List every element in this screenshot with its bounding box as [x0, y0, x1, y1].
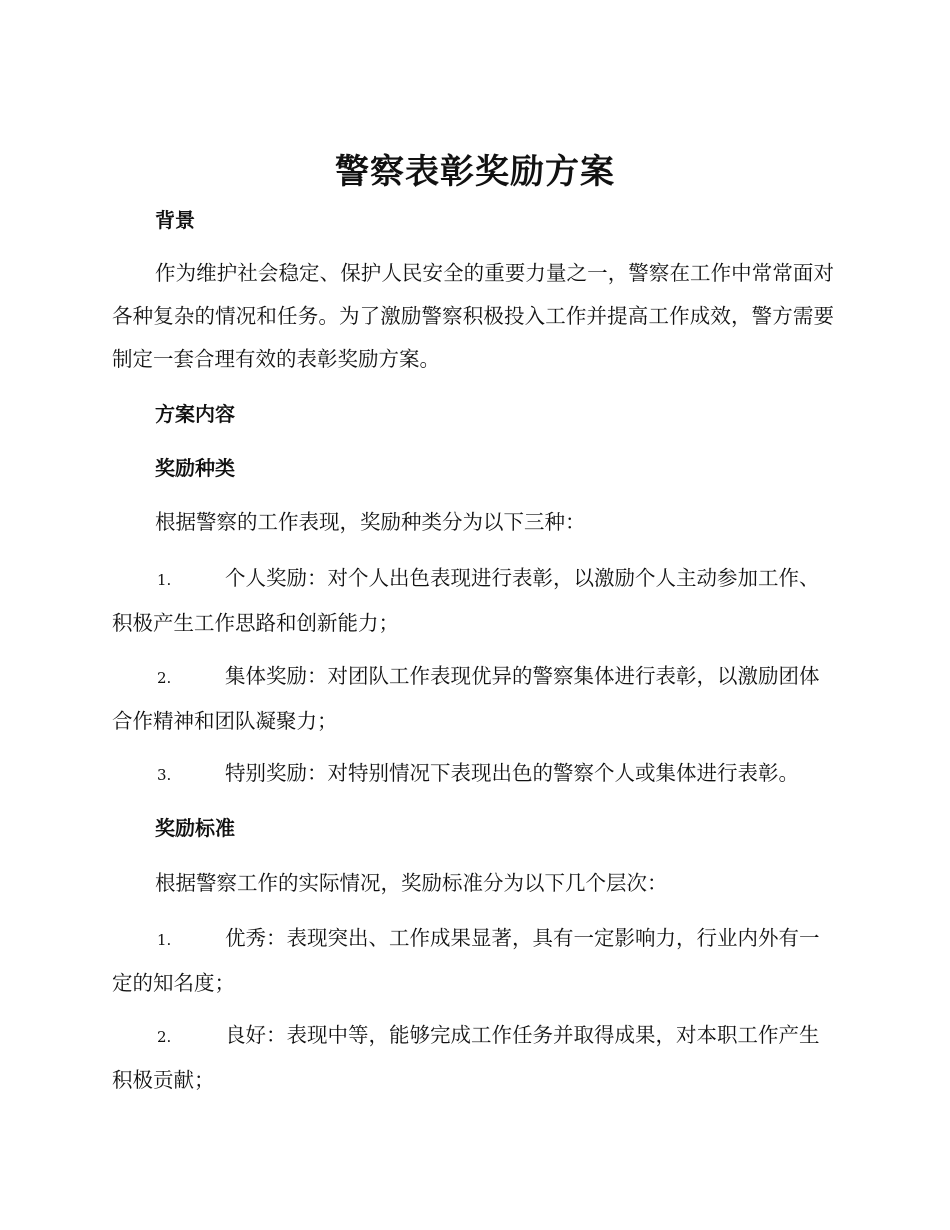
list-number: 3. — [157, 766, 172, 784]
list-item-text: 优秀：表现突出、工作成果显著，具有一定影响力，行业内外有一定的知名度； — [112, 926, 820, 995]
document-title: 警察表彰奖励方案 — [335, 152, 615, 192]
award-type-item — [112, 557, 834, 645]
award-type-item — [112, 752, 834, 797]
award-standard-item — [112, 917, 834, 1005]
heading-plan-content: 方案内容 — [155, 402, 235, 426]
heading-award-types: 奖励种类 — [155, 456, 235, 480]
list-item-text: 个人奖励：对个人出色表现进行表彰，以激励个人主动参加工作、积极产生工作思路和创新能力； — [112, 566, 820, 635]
award-standard-intro: 根据警察工作的实际情况，奖励标准分为以下几个层次： — [155, 871, 668, 895]
heading-background: 背景 — [155, 208, 195, 232]
background-paragraph: 作为维护社会稳定、保护人民安全的重要力量之一，警察在工作中常常面对各种复杂的情况和任务。为了激励警察积极投入工作并提高工作成效，警方需要制定一套合理有效的表彰奖励方案。 — [112, 261, 834, 371]
award-standard-item — [112, 1014, 834, 1102]
list-item-text: 良好：表现中等，能够完成工作任务并取得成果，对本职工作产生积极贡献； — [112, 1023, 820, 1092]
list-item-text: 特别奖励：对特别情况下表现出色的警察个人或集体进行表彰。 — [225, 761, 799, 785]
award-types-intro: 根据警察的工作表现，奖励种类分为以下三种： — [155, 510, 586, 534]
award-type-item — [112, 655, 834, 743]
list-number: 2. — [157, 669, 172, 687]
list-number: 1. — [157, 931, 172, 949]
heading-award-standard: 奖励标准 — [155, 816, 235, 840]
list-item-text: 集体奖励：对团队工作表现优异的警察集体进行表彰，以激励团体合作精神和团队凝聚力； — [112, 664, 820, 733]
list-number: 1. — [157, 571, 172, 589]
list-number: 2. — [157, 1028, 172, 1046]
